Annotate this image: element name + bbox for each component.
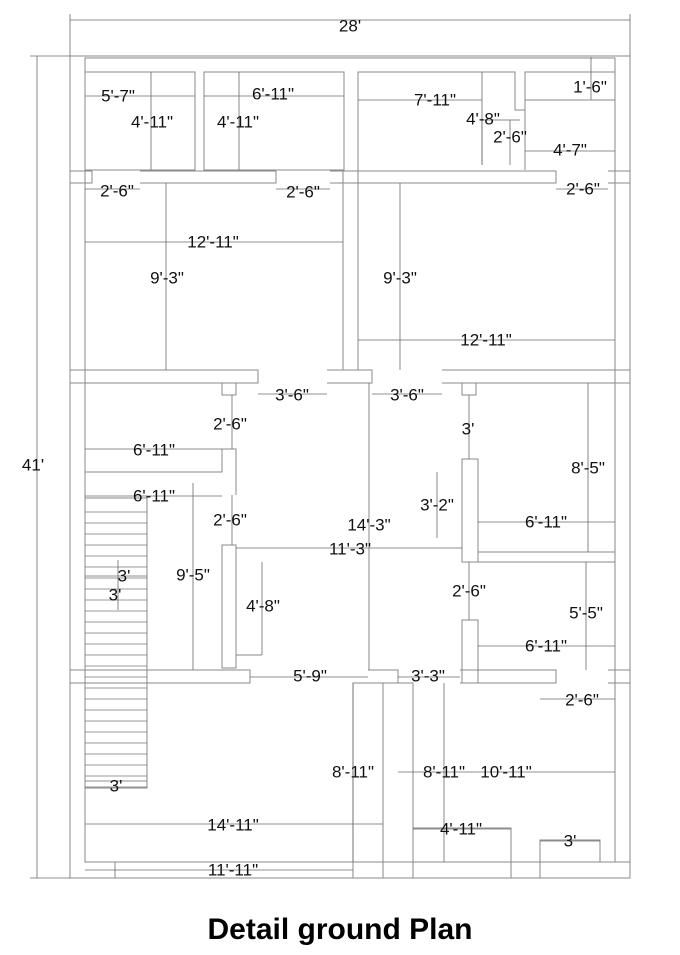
dim-label: 3' xyxy=(109,776,123,796)
dim-label: 4'-11" xyxy=(439,819,483,839)
outer-wall xyxy=(70,56,630,878)
wall-band-1d xyxy=(608,171,630,183)
overall-dimensions xyxy=(22,14,630,878)
walls xyxy=(70,56,630,878)
dim-label: 6'-11" xyxy=(524,636,568,656)
dim-label: 10'-11" xyxy=(480,762,532,782)
wall-band-3d xyxy=(608,670,630,683)
dim-label: 2'-6" xyxy=(286,182,320,202)
dim-label: 2'-6" xyxy=(100,181,134,201)
dim-label: 8'-11" xyxy=(331,762,375,782)
dim-label: 3' xyxy=(461,419,475,439)
right-wall-pier xyxy=(462,459,478,562)
dim-label: 3'-6" xyxy=(275,385,309,405)
wall-band-2b xyxy=(327,370,372,383)
stairs xyxy=(85,512,147,787)
dim-label: 5'-5" xyxy=(569,603,603,623)
dim-label: 14'-3" xyxy=(347,515,391,535)
dim-label: 6'-11" xyxy=(132,440,176,460)
wall-band-2c xyxy=(442,370,630,383)
dim-label: 3' xyxy=(117,566,131,586)
wall-band-1 xyxy=(70,171,92,183)
wall-band-3c xyxy=(460,670,556,683)
dim-label: 5'-7" xyxy=(101,86,135,106)
dim-label: 4'-8" xyxy=(466,109,500,129)
wall-band-3b xyxy=(368,670,398,683)
dim-label: 4'-7" xyxy=(553,140,587,160)
inner-wall-line xyxy=(85,58,615,862)
wall-stub xyxy=(222,383,236,395)
dim-label: 2'-6" xyxy=(565,690,599,710)
front-step-wall xyxy=(540,840,630,878)
wall-band-1c xyxy=(330,171,556,183)
page-title: Detail ground Plan xyxy=(207,913,473,946)
central-wall xyxy=(343,171,358,370)
wall-band-2 xyxy=(70,370,258,383)
stair-well xyxy=(85,498,147,788)
dim-label: 9'-3" xyxy=(383,268,417,288)
dim-label: 3' xyxy=(563,831,577,851)
dim-label: 14'-11" xyxy=(207,815,259,835)
dim-label: 2'-6" xyxy=(213,510,247,530)
dim-label: 4'-11" xyxy=(130,112,174,132)
dim-label: 9'-3" xyxy=(150,268,184,288)
dim-label: 1'-6" xyxy=(573,77,607,97)
overall-depth-label: 41' xyxy=(21,455,45,475)
dim-label: 6'-11" xyxy=(251,84,295,104)
dimension-lines xyxy=(85,57,615,870)
dim-label: 5'-9" xyxy=(293,666,327,686)
dim-label: 12'-11" xyxy=(460,330,512,350)
dim-label: 7'-11" xyxy=(413,90,457,110)
wall-pier xyxy=(222,545,236,668)
dim-label: 8'-11" xyxy=(422,762,466,782)
wall-stub-2 xyxy=(462,383,476,395)
dim-label: 6'-11" xyxy=(132,486,176,506)
dim-label: 2'-6" xyxy=(452,581,486,601)
dim-label: 9'-5" xyxy=(176,565,210,585)
dim-label: 2'-6" xyxy=(213,414,247,434)
wall-band-1b xyxy=(140,171,276,183)
wall-band-3 xyxy=(70,670,250,683)
dim-label: 12'-11" xyxy=(187,232,239,252)
dim-label: 8'-5" xyxy=(571,458,605,478)
dim-label: 3'-6" xyxy=(390,385,424,405)
dim-label: 2'-6" xyxy=(493,127,527,147)
dim-label: 2'-6" xyxy=(566,179,600,199)
dim-label: 11'-11" xyxy=(207,860,259,880)
overall-width-label: 28' xyxy=(338,16,362,36)
right-wall-pier-2 xyxy=(462,620,478,683)
dim-label: 3'-3" xyxy=(411,666,445,686)
dim-label: 6'-11" xyxy=(524,512,568,532)
dim-label: 4'-8" xyxy=(246,596,280,616)
dim-label: 3'-2" xyxy=(420,495,454,515)
dim-label: 11'-3" xyxy=(328,539,372,559)
dim-label: 4'-11" xyxy=(216,112,260,132)
dim-label: 3' xyxy=(108,585,122,605)
